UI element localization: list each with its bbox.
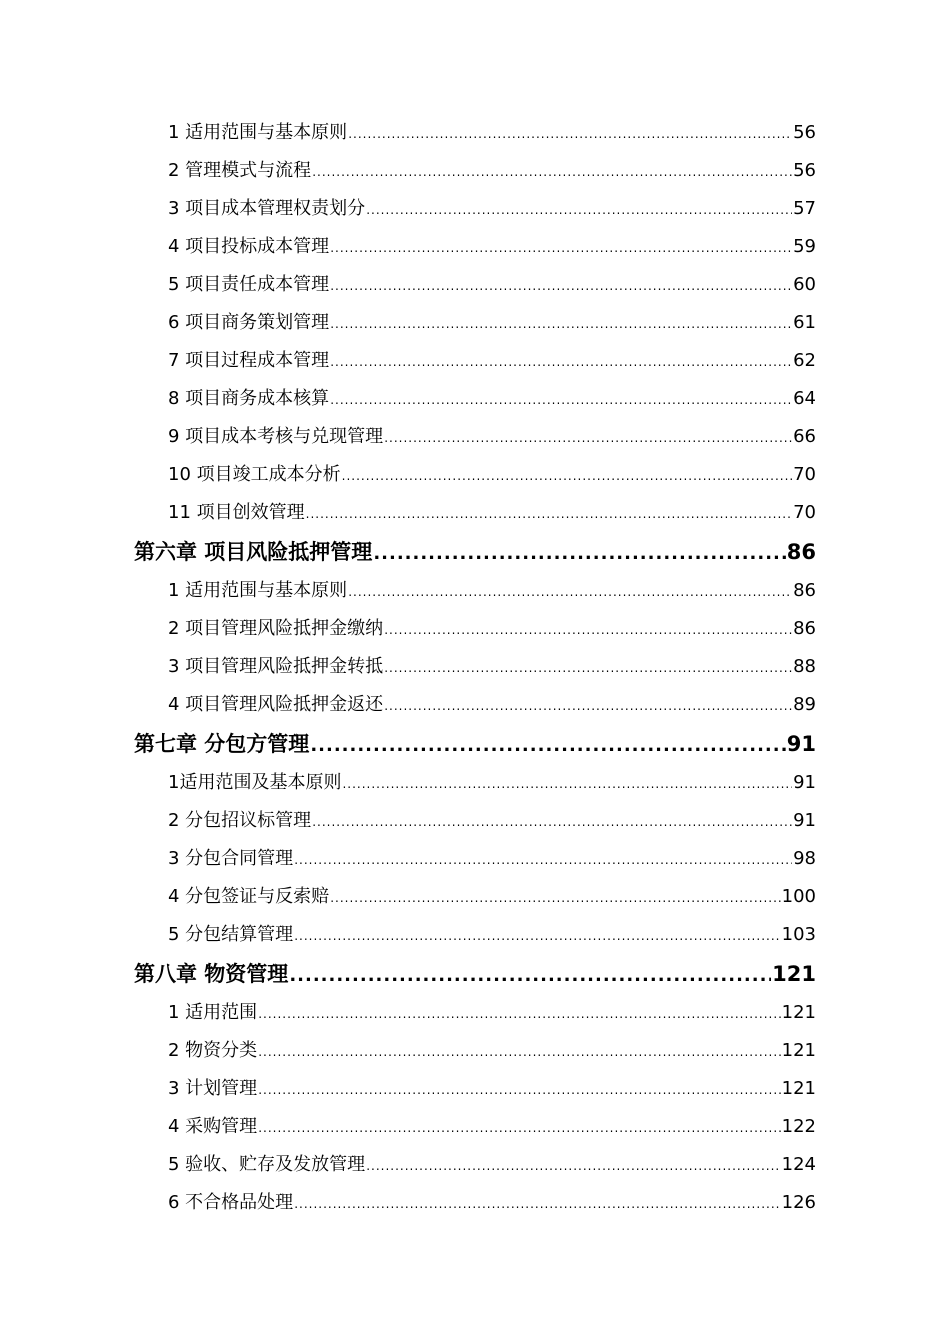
toc-chapter-entry[interactable] xyxy=(0,532,950,572)
toc-entry-title: 4 项目投标成本管理 xyxy=(168,236,330,257)
toc-entry-title: 4 项目管理风险抵押金返还 xyxy=(168,694,384,715)
toc-entry[interactable] xyxy=(0,228,950,266)
dot-leader xyxy=(366,191,792,229)
toc-entry-page: 126 xyxy=(781,1192,816,1213)
toc-entry-page: 56 xyxy=(793,122,816,143)
toc-entry-page: 64 xyxy=(793,388,816,409)
toc-entry-page: 124 xyxy=(781,1154,816,1175)
toc-entry[interactable] xyxy=(0,494,950,532)
toc-entry-page: 98 xyxy=(793,848,816,869)
toc-entry-title: 3 计划管理 xyxy=(168,1078,258,1099)
dot-leader xyxy=(312,153,792,191)
toc-entry-page: 57 xyxy=(793,198,816,219)
toc-entry-page: 86 xyxy=(793,580,816,601)
toc-entry-title: 11 项目创效管理 xyxy=(168,502,305,523)
toc-entry-title: 9 项目成本考核与兑现管理 xyxy=(168,426,384,447)
toc-entry[interactable] xyxy=(0,802,950,840)
dot-leader xyxy=(294,917,780,955)
toc-entry-page: 56 xyxy=(793,160,816,181)
toc-chapter-title: 第六章 项目风险抵押管理 xyxy=(134,540,373,564)
toc-entry[interactable] xyxy=(0,764,950,802)
toc-chapter-entry[interactable] xyxy=(0,724,950,764)
toc-entry[interactable] xyxy=(0,190,950,228)
toc-entry[interactable] xyxy=(0,916,950,954)
dot-leader xyxy=(330,879,780,917)
toc-entry[interactable] xyxy=(0,380,950,418)
toc-entry[interactable] xyxy=(0,114,950,152)
toc-entry[interactable] xyxy=(0,456,950,494)
toc-chapter-page: 91 xyxy=(786,732,816,756)
toc-entry-page: 121 xyxy=(781,1078,816,1099)
toc-entry-title: 4 采购管理 xyxy=(168,1116,258,1137)
toc-entry[interactable] xyxy=(0,994,950,1032)
toc-entry-page: 103 xyxy=(781,924,816,945)
toc-chapter-entry[interactable] xyxy=(0,954,950,994)
toc-chapter-page: 86 xyxy=(786,540,816,564)
toc-entry[interactable] xyxy=(0,1146,950,1184)
toc-entry[interactable] xyxy=(0,1108,950,1146)
dot-leader xyxy=(330,267,792,305)
dot-leader xyxy=(348,573,792,611)
toc-entry-title: 6 不合格品处理 xyxy=(168,1192,294,1213)
toc-entry-page: 122 xyxy=(781,1116,816,1137)
toc-entry-page: 91 xyxy=(793,810,816,831)
dot-leader xyxy=(384,419,792,457)
toc-entry-title: 10 项目竣工成本分析 xyxy=(168,464,341,485)
toc-entry-page: 70 xyxy=(793,502,816,523)
toc-entry-page: 91 xyxy=(793,772,816,793)
toc-entry-page: 88 xyxy=(793,656,816,677)
dot-leader xyxy=(294,841,792,879)
toc-entry-page: 86 xyxy=(793,618,816,639)
dot-leader xyxy=(384,649,792,687)
toc-entry-page: 70 xyxy=(793,464,816,485)
toc-entry-title: 5 验收、贮存及发放管理 xyxy=(168,1154,366,1175)
toc-entry-page: 62 xyxy=(793,350,816,371)
dot-leader xyxy=(330,305,792,343)
dot-leader xyxy=(310,726,785,766)
toc-entry-title: 1 适用范围与基本原则 xyxy=(168,122,348,143)
toc-entry[interactable] xyxy=(0,686,950,724)
toc-entry[interactable] xyxy=(0,1070,950,1108)
dot-leader xyxy=(330,343,792,381)
dot-leader xyxy=(289,956,771,996)
dot-leader xyxy=(366,1147,780,1185)
toc-entry-title: 2 分包招议标管理 xyxy=(168,810,312,831)
dot-leader xyxy=(258,1033,780,1071)
dot-leader xyxy=(384,687,792,725)
table-of-contents xyxy=(0,114,950,1222)
toc-entry-page: 89 xyxy=(793,694,816,715)
toc-entry-title: 6 项目商务策划管理 xyxy=(168,312,330,333)
dot-leader xyxy=(306,495,792,533)
toc-entry[interactable] xyxy=(0,304,950,342)
dot-leader xyxy=(258,1071,780,1109)
toc-entry-title: 5 项目责任成本管理 xyxy=(168,274,330,295)
toc-entry[interactable] xyxy=(0,418,950,456)
toc-entry-page: 60 xyxy=(793,274,816,295)
toc-entry-title: 7 项目过程成本管理 xyxy=(168,350,330,371)
dot-leader xyxy=(348,115,792,153)
dot-leader xyxy=(342,765,792,803)
dot-leader xyxy=(312,803,792,841)
toc-entry[interactable] xyxy=(0,1184,950,1222)
toc-entry-title: 3 分包合同管理 xyxy=(168,848,294,869)
toc-entry-title: 4 分包签证与反索赔 xyxy=(168,886,330,907)
toc-chapter-page: 121 xyxy=(772,962,816,986)
dot-leader xyxy=(330,229,792,267)
toc-entry-title: 2 物资分类 xyxy=(168,1040,258,1061)
toc-entry-page: 121 xyxy=(781,1002,816,1023)
toc-entry[interactable] xyxy=(0,610,950,648)
toc-chapter-title: 第八章 物资管理 xyxy=(134,962,289,986)
toc-entry-title: 3 项目成本管理权责划分 xyxy=(168,198,366,219)
toc-entry[interactable] xyxy=(0,1032,950,1070)
toc-entry-page: 66 xyxy=(793,426,816,447)
toc-entry[interactable] xyxy=(0,878,950,916)
toc-entry-title: 1 适用范围 xyxy=(168,1002,258,1023)
dot-leader xyxy=(258,1109,780,1147)
toc-entry[interactable] xyxy=(0,572,950,610)
toc-entry-page: 61 xyxy=(793,312,816,333)
dot-leader xyxy=(384,611,792,649)
toc-entry-page: 121 xyxy=(781,1040,816,1061)
toc-entry-page: 59 xyxy=(793,236,816,257)
toc-entry-title: 5 分包结算管理 xyxy=(168,924,294,945)
toc-entry-title: 2 管理模式与流程 xyxy=(168,160,312,181)
toc-entry-title: 2 项目管理风险抵押金缴纳 xyxy=(168,618,384,639)
dot-leader xyxy=(294,1185,780,1223)
toc-entry[interactable] xyxy=(0,840,950,878)
toc-entry-title: 1适用范围及基本原则 xyxy=(168,772,342,793)
toc-entry-page: 100 xyxy=(781,886,816,907)
toc-entry-title: 1 适用范围与基本原则 xyxy=(168,580,348,601)
toc-entry-title: 8 项目商务成本核算 xyxy=(168,388,330,409)
dot-leader xyxy=(373,534,785,574)
toc-entry[interactable] xyxy=(0,648,950,686)
toc-entry[interactable] xyxy=(0,152,950,190)
toc-entry[interactable] xyxy=(0,342,950,380)
dot-leader xyxy=(342,457,792,495)
dot-leader xyxy=(330,381,792,419)
dot-leader xyxy=(258,995,780,1033)
toc-entry[interactable] xyxy=(0,266,950,304)
toc-chapter-title: 第七章 分包方管理 xyxy=(134,732,310,756)
toc-entry-title: 3 项目管理风险抵押金转抵 xyxy=(168,656,384,677)
